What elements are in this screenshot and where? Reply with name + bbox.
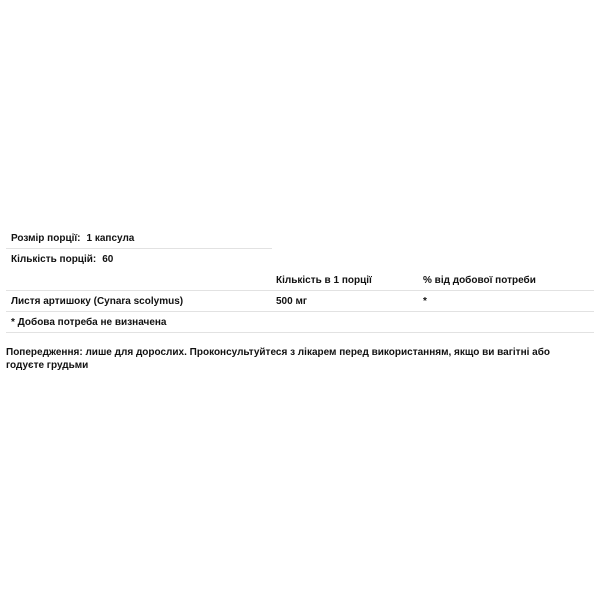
ingredient-amount: 500 мг: [276, 296, 308, 307]
supplement-facts-panel: [6, 228, 594, 333]
ingredient-name: Листя артишоку (Cynara scolymus): [11, 296, 184, 307]
servings-count-row: [6, 249, 272, 270]
footnote-text: * Добова потреба не визначена: [11, 317, 167, 328]
servings-count-label: Кількість порцій:: [11, 254, 97, 265]
serving-size-value: 1 капсула: [86, 233, 135, 244]
warning-text: Попередження: лише для дорослих. Проконсультуйтеся з лікарем перед використанням, якщо ви вагітні або годуєте грудьми: [6, 347, 551, 371]
column-header-daily-value: % від добової потреби: [423, 275, 536, 286]
serving-size-label: Розмір порції:: [11, 233, 81, 244]
serving-size-row: [6, 228, 272, 249]
ingredient-daily-value: *: [423, 296, 427, 307]
table-header-row: [6, 270, 594, 291]
table-row: [6, 291, 594, 312]
column-header-amount: Кількість в 1 порції: [276, 275, 372, 286]
servings-count-value: 60: [102, 254, 114, 265]
footnote-row: [6, 312, 594, 333]
